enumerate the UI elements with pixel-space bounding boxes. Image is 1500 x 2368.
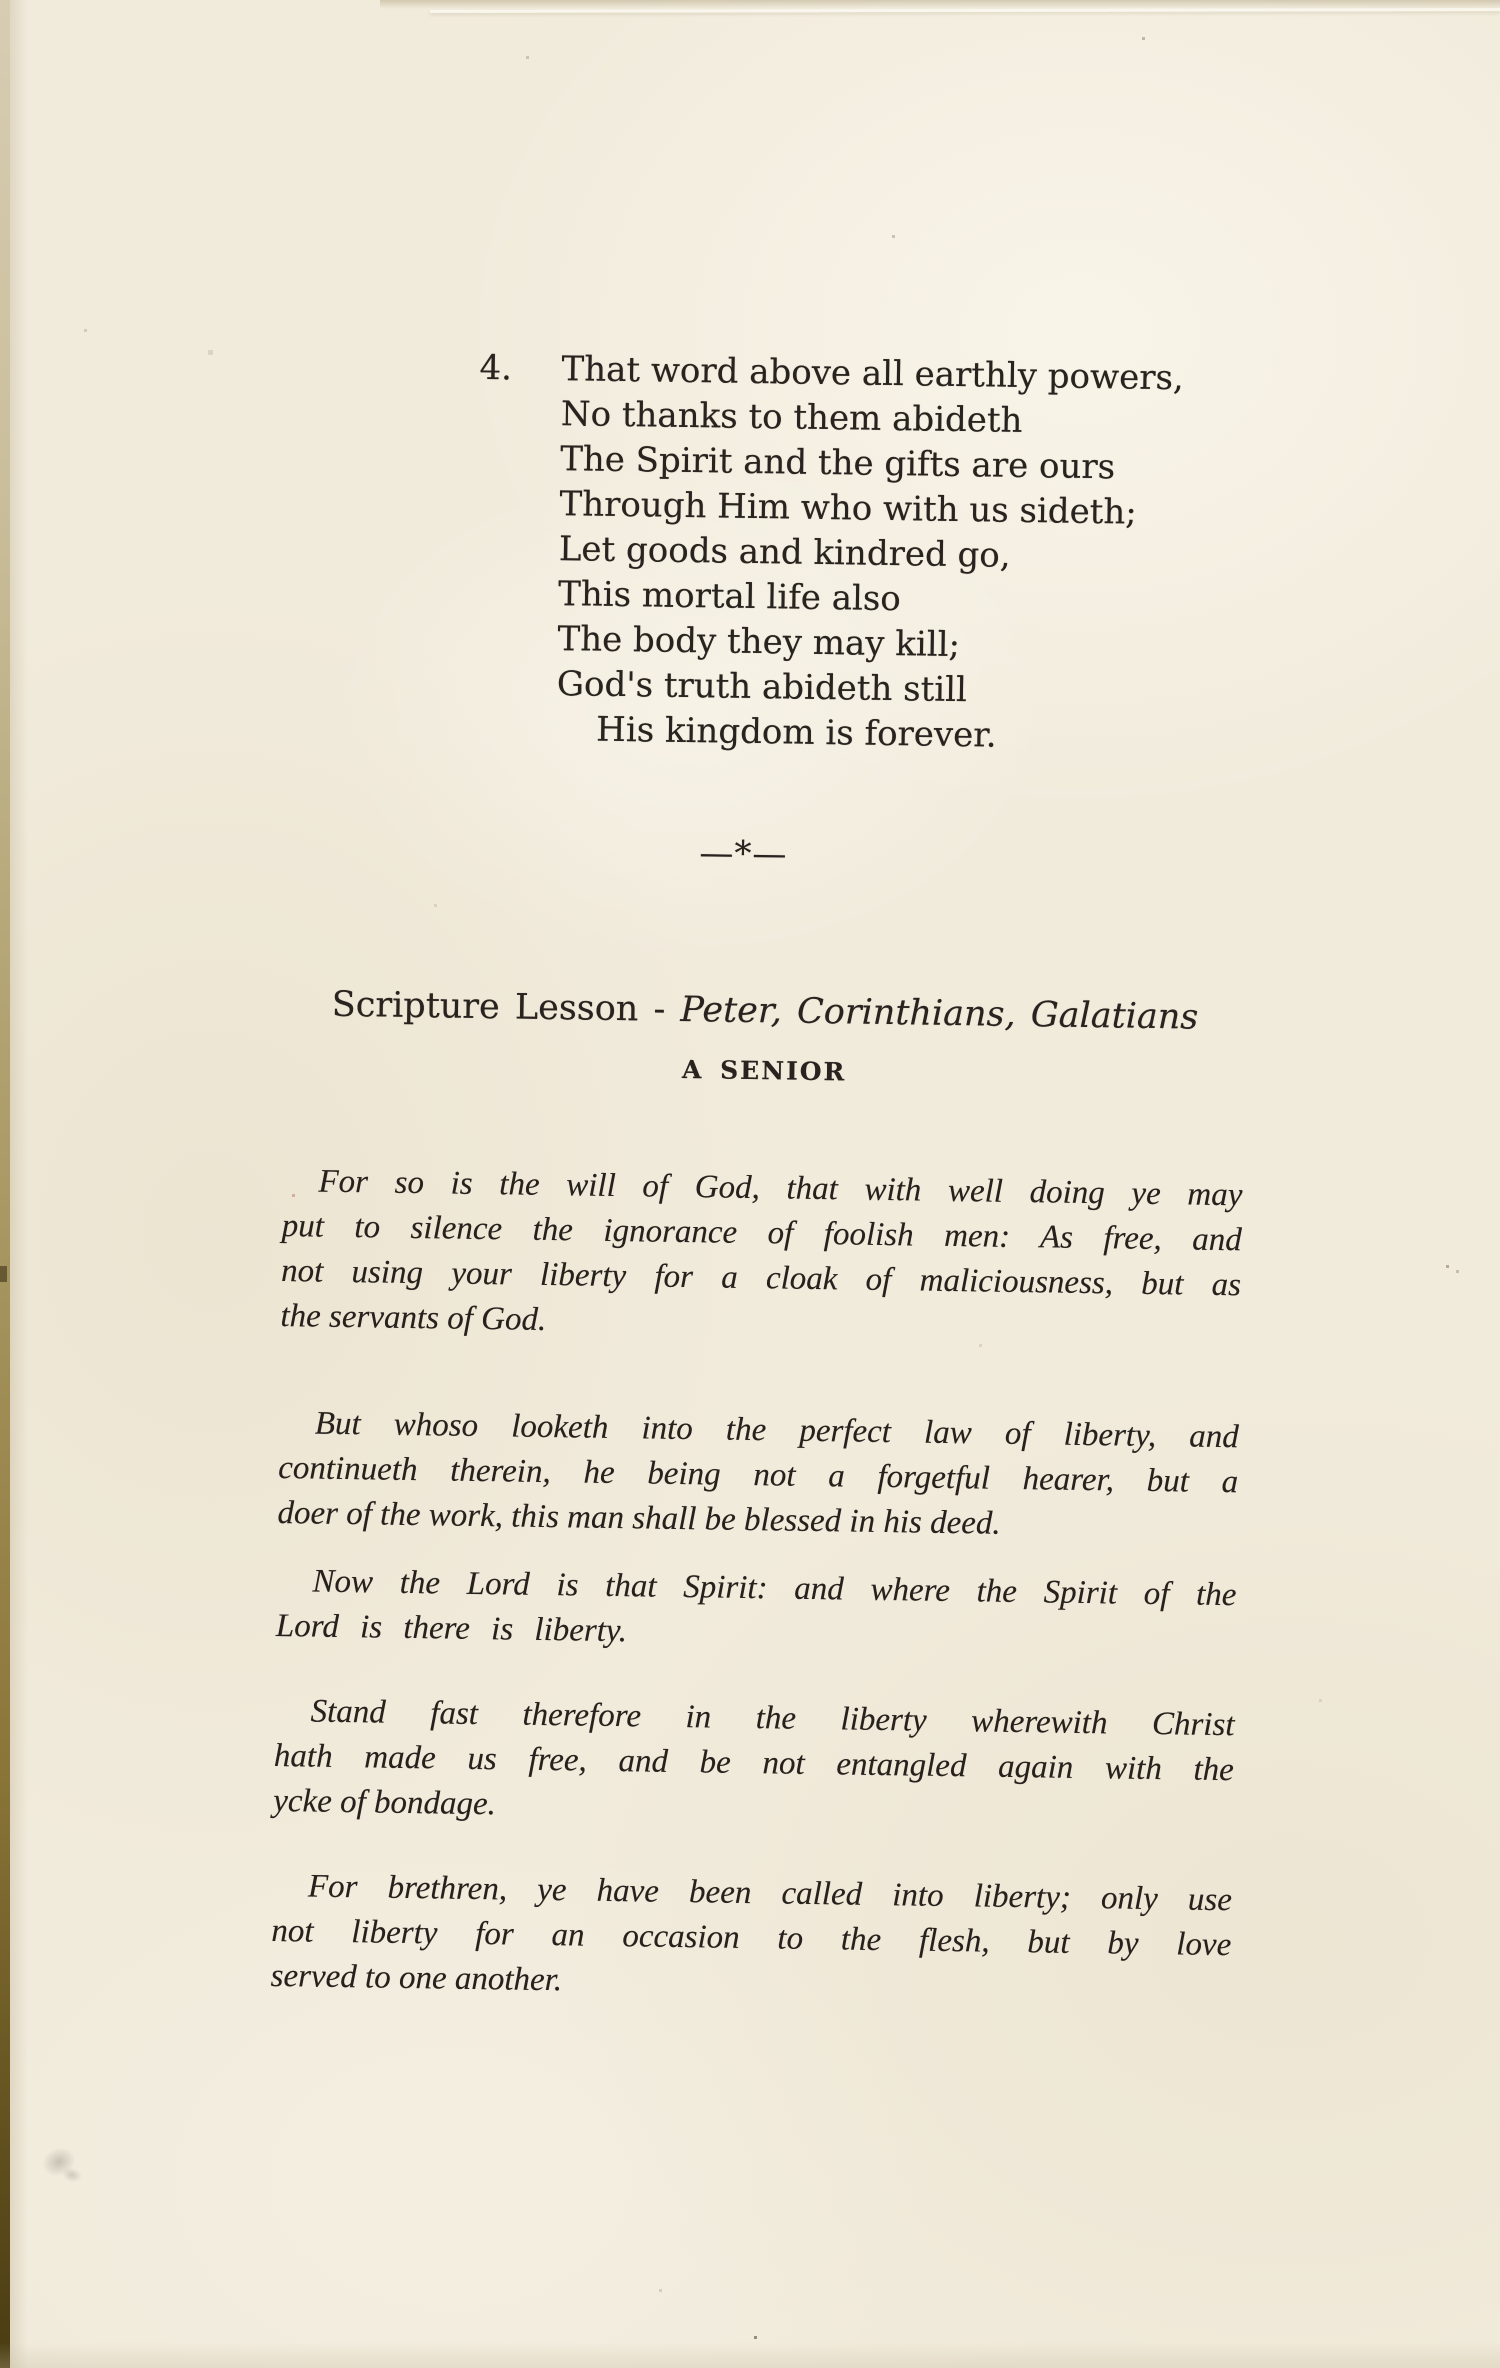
scripture-line: But whoso looketh into the perfect law of liberty, and — [314, 1405, 1240, 1456]
lesson-title-prefix: Scripture Lesson - — [331, 984, 681, 1030]
hymn-line: The body they may kill; — [557, 619, 961, 666]
scripture-line: hath made us free, and be not entangled again with the — [273, 1738, 1235, 1789]
scripture-paragraph — [273, 1689, 1235, 1838]
hymn-line: No thanks to them abideth — [560, 394, 1023, 441]
lesson-title — [285, 984, 1245, 1038]
hymn-line: The Spirit and the gifts are ours — [559, 439, 1116, 488]
scripture-paragraph — [277, 1401, 1239, 1550]
scripture-line: doer of the work, this man shall be blessed in his deed. — [277, 1495, 1001, 1542]
hymn-line: This mortal life also — [557, 574, 902, 620]
hymn-line: That word above all earthly powers, — [561, 349, 1185, 399]
scripture-paragraph — [280, 1159, 1243, 1353]
scripture-line: For so is the will of God, that with well doing ye may — [318, 1163, 1243, 1214]
scripture-line: ycke of bondage. — [273, 1783, 497, 1823]
verse-number: 4. — [479, 347, 513, 389]
paper-specks — [0, 0, 1, 1]
scripture-line: Lord is there is liberty. — [275, 1608, 628, 1650]
scripture-line: continueth therein, he being not a forgetful hearer, but a — [277, 1450, 1239, 1501]
hymn-lines — [556, 347, 1184, 761]
hymn-line: God's truth abideth still — [556, 664, 968, 711]
scripture-line: not liberty for an occasion to the flesh, but by love — [271, 1912, 1232, 1964]
hymn-line: Let goods and kindred go, — [558, 529, 1011, 576]
scripture-line: For brethren, ye have been called into liberty; only use — [307, 1868, 1233, 1919]
hymn-line: Through Him who with us sideth; — [559, 484, 1138, 533]
hymn-verse — [474, 346, 1184, 761]
scripture-paragraph — [276, 1559, 1237, 1663]
section-divider: —*— — [699, 833, 788, 875]
lesson-title-books: Peter, Corinthians, Galatians — [680, 989, 1199, 1038]
scripture-line: not using your liberty for a cloak of maliciousness, but as — [280, 1253, 1242, 1304]
scripture-paragraph — [270, 1864, 1232, 2013]
hymn-line: His kingdom is forever. — [595, 709, 997, 756]
scripture-line: Stand fast therefore in the liberty wherewith Christ — [310, 1693, 1235, 1744]
scripture-line: the servants of God. — [280, 1298, 547, 1338]
lesson-reader: A SENIOR — [681, 1054, 847, 1087]
scripture-line: served to one another. — [270, 1957, 563, 1999]
scripture-line: put to silence the ignorance of foolish men: As free, and — [281, 1208, 1242, 1259]
scripture-line: Now the Lord is that Spirit: and where the Spirit of the — [312, 1563, 1237, 1614]
